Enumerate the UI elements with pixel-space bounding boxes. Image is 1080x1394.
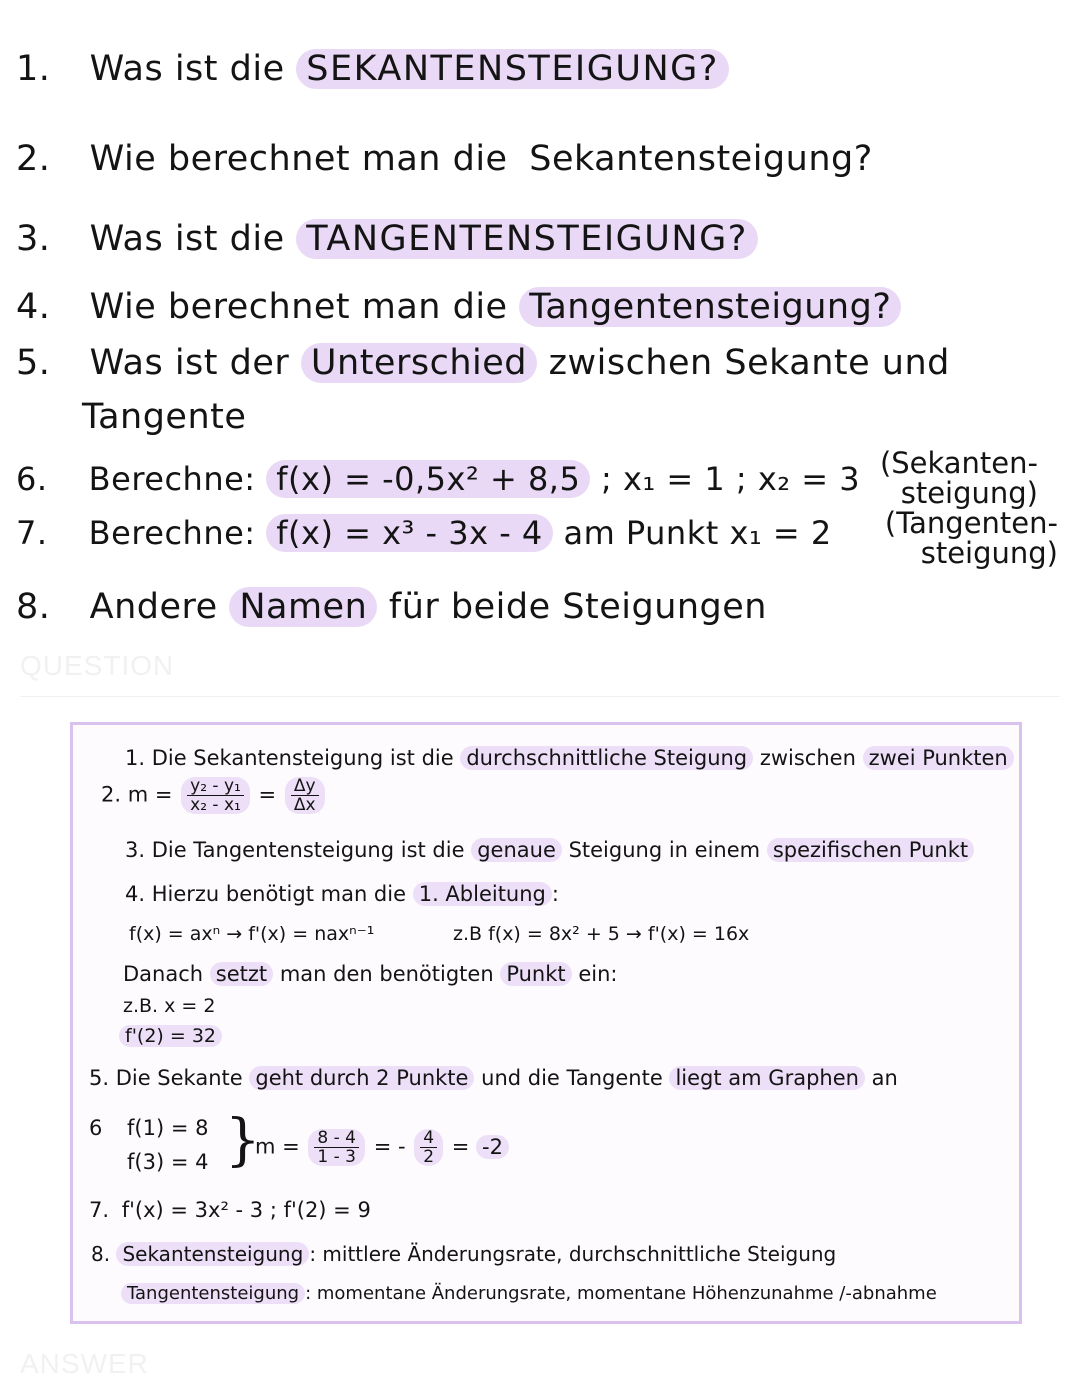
question-text: Tangente [82, 397, 247, 437]
question-text: Berechne: [88, 514, 256, 552]
highlight-term: durchschnittliche Steigung [460, 746, 753, 770]
highlight-term: Sekantensteigung? [529, 139, 873, 179]
question-text-post: ; x₁ = 1 ; x₂ = 3 [601, 460, 861, 498]
fraction-denominator: 1 - 3 [317, 1147, 356, 1167]
question-7 [16, 512, 832, 554]
highlight-term: Tangentensteigung? [519, 287, 901, 327]
highlight-term: f'(x) = 3x² - 3 ; f'(2) = 9 [121, 1198, 371, 1222]
answer-text: 3. Die Tangentensteigung ist die [125, 838, 465, 862]
delta-fraction [285, 777, 325, 814]
answer-text: man den benötigten [279, 962, 494, 986]
note-line: steigung) [900, 476, 1038, 510]
answer-number: 7. [89, 1198, 110, 1222]
question-text-post: am Punkt x₁ = 2 [563, 514, 832, 552]
answer-text: : mittlere Änderungsrate, durchschnittliche Steigung [309, 1242, 837, 1266]
highlight-term: SEKANTENSTEIGUNG? [296, 49, 729, 89]
answer-6-number: 6 [89, 1116, 103, 1140]
answer-4 [125, 881, 559, 907]
rule-text: f(x) = axⁿ → f'(x) = naxⁿ⁻¹ [129, 923, 375, 945]
highlight-term: setzt [210, 962, 273, 986]
answer-text: 1. Die Sekantensteigung ist die [125, 746, 454, 770]
answer-6-value-1: f(1) = 8 [127, 1116, 209, 1140]
question-number: 2. [16, 139, 51, 179]
answer-text: an [871, 1066, 898, 1090]
answer-2 [101, 777, 327, 814]
section-divider [20, 696, 1060, 697]
highlight-term: TANGENTENSTEIGUNG? [296, 219, 758, 259]
fraction-denominator: x₂ - x₁ [190, 795, 241, 815]
answer-4-then [123, 961, 617, 987]
answer-text: und die Tangente [481, 1066, 663, 1090]
question-number: 4. [16, 287, 51, 327]
question-text: Was ist die [89, 49, 285, 89]
curly-brace-icon: } [225, 1108, 261, 1173]
answer-text: = [451, 1134, 470, 1159]
question-text: Wie berechnet man die [89, 287, 508, 327]
answer-text: = - [373, 1134, 406, 1159]
answer-text: : [551, 882, 559, 906]
answer-text: z.B. x = 2 [123, 995, 216, 1017]
question-text: Was ist der [89, 343, 290, 383]
highlight-term: Unterschied [301, 343, 537, 383]
answer-7 [89, 1197, 377, 1223]
fraction-denominator: 2 [423, 1147, 435, 1167]
question-number: 7. [16, 514, 48, 552]
question-text-post: für beide Steigungen [388, 587, 767, 627]
answer-label: ANSWER [20, 1348, 149, 1379]
question-text: Was ist die [89, 219, 285, 259]
answer-5 [89, 1065, 898, 1091]
derivative-rule [129, 921, 374, 947]
highlight-term: Tangentensteigung [121, 1283, 305, 1304]
question-4 [16, 286, 901, 328]
question-6 [16, 458, 860, 500]
highlight-term: spezifischen Punkt [767, 838, 974, 862]
question-3 [16, 218, 758, 260]
question-label: QUESTION [20, 650, 175, 681]
answer-text: Steigung in einem [568, 838, 761, 862]
question-7-note [885, 508, 1058, 568]
answer-3 [125, 837, 974, 863]
question-number: 1. [16, 49, 51, 89]
question-6-note [880, 448, 1038, 508]
answer-6-slope [255, 1129, 509, 1166]
highlight-term: genaue [471, 838, 562, 862]
highlight-term: geht durch 2 Punkte [249, 1066, 474, 1090]
fraction-numerator: 8 - 4 [314, 1129, 359, 1148]
highlight-term: 1. Ableitung [413, 882, 552, 906]
answer-text: 2. m = [101, 782, 173, 807]
question-1 [16, 48, 729, 90]
answer-4-result [119, 1023, 222, 1049]
question-8 [16, 586, 767, 628]
answer-8-line-1 [91, 1241, 836, 1267]
question-text: Andere [89, 587, 218, 627]
question-number: 5. [16, 343, 51, 383]
note-line: (Sekanten- [879, 446, 1038, 480]
answer-4-example-point [123, 993, 215, 1019]
highlight-term: -2 [476, 1135, 509, 1159]
answer-text: Danach [123, 962, 204, 986]
question-number: 6. [16, 460, 48, 498]
answer-card [70, 722, 1022, 1324]
highlight-term: Punkt [500, 962, 571, 986]
highlight-term: Namen [229, 587, 377, 627]
highlight-term: f'(2) = 32 [119, 1025, 222, 1047]
slope-fraction [308, 1129, 365, 1166]
answer-6-value-2: f(3) = 4 [127, 1150, 209, 1174]
answer-text: : momentane Änderungsrate, momentane Höhenzunahme /-abnahme [305, 1283, 937, 1304]
fraction-numerator: 4 [420, 1129, 437, 1148]
question-number: 3. [16, 219, 51, 259]
question-2 [16, 138, 883, 180]
answer-text: 5. Die Sekante [89, 1066, 243, 1090]
answer-text: 4. Hierzu benötigt man die [125, 882, 407, 906]
function-term: f(x) = -0,5x² + 8,5 [266, 460, 590, 498]
example-text: z.B f(x) = 8x² + 5 → f'(x) = 16x [453, 923, 750, 945]
answer-text: ein: [578, 962, 618, 986]
highlight-term: zwei Punkten [863, 746, 1014, 770]
answer-text: m = [255, 1134, 300, 1159]
derivative-example [453, 921, 749, 947]
question-5 [16, 342, 950, 384]
question-text: Berechne: [88, 460, 256, 498]
highlight-term: Sekantensteigung [116, 1242, 309, 1266]
answer-8-line-2 [121, 1281, 937, 1307]
question-text-post: zwischen Sekante und [548, 343, 950, 383]
equals-sign: = [258, 782, 277, 807]
question-5-line-2 [82, 396, 246, 438]
highlight-term: liegt am Graphen [669, 1066, 864, 1090]
note-line: (Tangenten- [884, 506, 1058, 540]
simplified-fraction [414, 1129, 443, 1166]
question-number: 8. [16, 587, 51, 627]
fraction-numerator: y₂ - y₁ [187, 777, 244, 796]
note-line: steigung) [920, 536, 1058, 570]
answer-number: 8. [91, 1242, 111, 1266]
fraction-denominator: Δx [293, 795, 316, 815]
function-term: f(x) = x³ - 3x - 4 [266, 514, 553, 552]
answer-1 [125, 745, 1014, 771]
slope-fraction [181, 777, 250, 814]
fraction-numerator: Δy [291, 777, 319, 796]
question-text: Wie berechnet man die [89, 139, 508, 179]
answer-text: zwischen [759, 746, 856, 770]
